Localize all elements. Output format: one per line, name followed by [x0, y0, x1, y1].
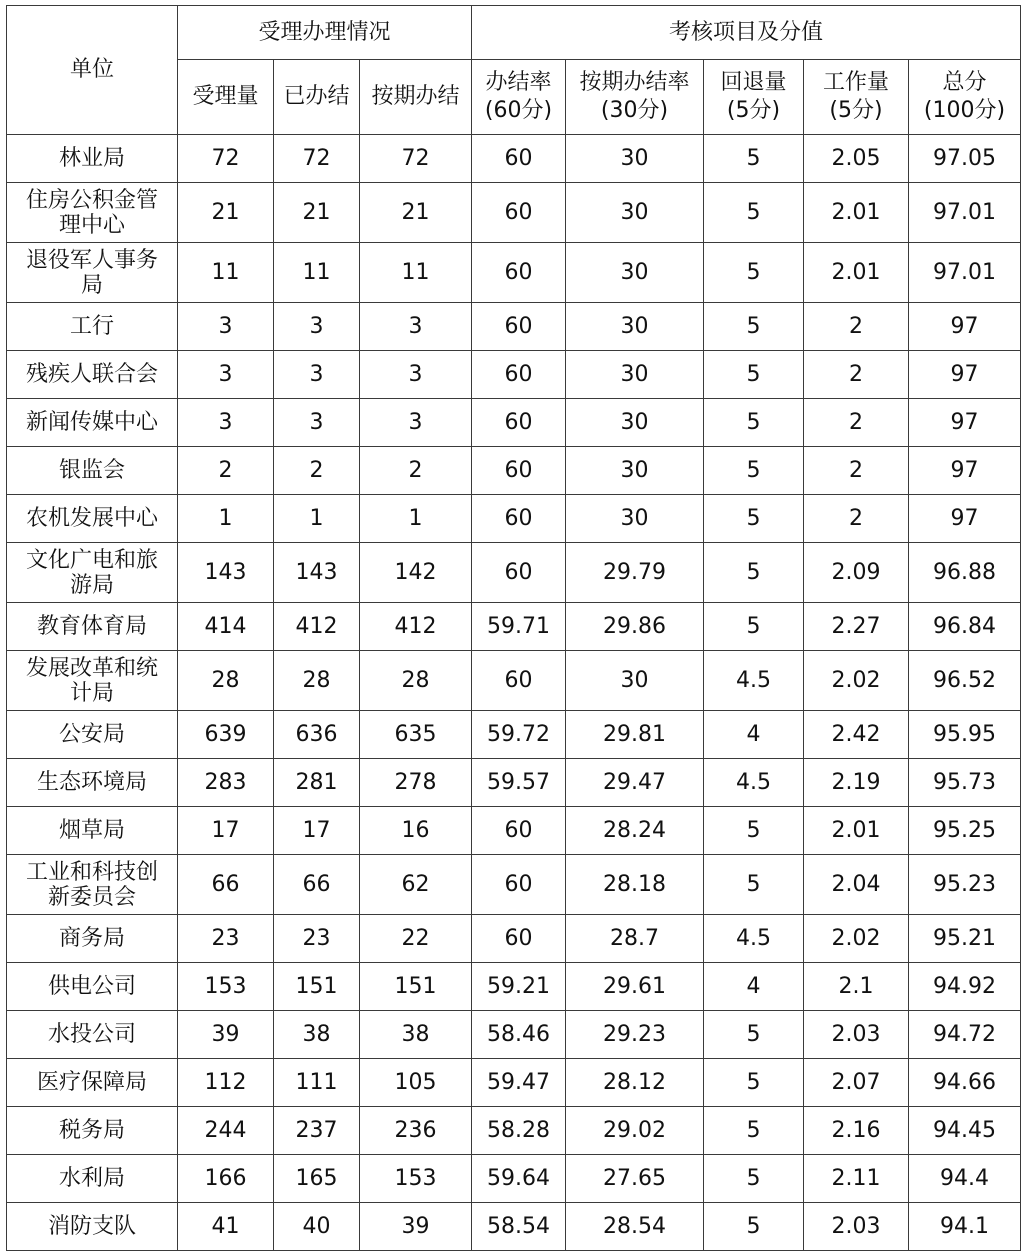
completion-rate-cell: 59.72	[472, 711, 566, 759]
table-row	[7, 1011, 1021, 1059]
table-row	[7, 135, 1021, 183]
workload-cell: 2.04	[804, 855, 909, 915]
table-row	[7, 1107, 1021, 1155]
accept-count-cell: 143	[178, 543, 274, 603]
table-row	[7, 759, 1021, 807]
completed-cell: 23	[274, 915, 360, 963]
return-count-cell: 4	[704, 963, 804, 1011]
return-count-cell: 5	[704, 1011, 804, 1059]
accept-count-cell: 21	[178, 183, 274, 243]
table-row	[7, 855, 1021, 915]
accept-count-cell: 23	[178, 915, 274, 963]
table-row	[7, 243, 1021, 303]
on-time-completed-cell: 236	[360, 1107, 472, 1155]
unit-name-line: 理中心	[58, 212, 125, 238]
on-time-completed-cell: 72	[360, 135, 472, 183]
workload-cell: 2.19	[804, 759, 909, 807]
total-score-cell: 94.72	[909, 1011, 1021, 1059]
completed-header-title: 已办结	[283, 84, 350, 109]
table-row	[7, 915, 1021, 963]
accept-group-header: 受理办理情况	[178, 6, 472, 60]
completed-cell: 1	[274, 495, 360, 543]
completed-cell: 72	[274, 135, 360, 183]
total-score-cell: 97	[909, 447, 1021, 495]
unit-name	[7, 1011, 178, 1059]
accept-count-cell: 66	[178, 855, 274, 915]
workload-cell: 2.01	[804, 807, 909, 855]
on-time-completed-cell: 21	[360, 183, 472, 243]
unit-name-line: 新委员会	[47, 884, 136, 910]
completion-rate-cell: 59.64	[472, 1155, 566, 1203]
unit-name	[7, 1059, 178, 1107]
table-row	[7, 711, 1021, 759]
completion-rate-header	[472, 60, 566, 135]
on-time-rate-cell: 29.86	[566, 603, 704, 651]
header-row-1	[7, 6, 1021, 60]
accept-count-cell: 41	[178, 1203, 274, 1251]
unit-name	[7, 855, 178, 915]
return-count-cell: 5	[704, 603, 804, 651]
return-count-cell: 4.5	[704, 915, 804, 963]
return-count-cell: 5	[704, 243, 804, 303]
completion-rate-cell: 58.28	[472, 1107, 566, 1155]
on-time-rate-cell: 30	[566, 303, 704, 351]
workload-cell: 2	[804, 495, 909, 543]
workload-cell: 2	[804, 447, 909, 495]
on-time-rate-header-points: (30分)	[600, 98, 669, 123]
unit-name	[7, 183, 178, 243]
table-row	[7, 963, 1021, 1011]
completion-rate-cell: 60	[472, 399, 566, 447]
accept-count-cell: 39	[178, 1011, 274, 1059]
total-score-cell: 96.84	[909, 603, 1021, 651]
unit-name	[7, 1155, 178, 1203]
on-time-rate-cell: 30	[566, 651, 704, 711]
table-row	[7, 351, 1021, 399]
accept-count-cell: 3	[178, 351, 274, 399]
on-time-completed-cell: 16	[360, 807, 472, 855]
on-time-rate-cell: 28.7	[566, 915, 704, 963]
unit-name-line: 烟草局	[58, 818, 125, 843]
total-score-cell: 95.73	[909, 759, 1021, 807]
accept-count-cell: 283	[178, 759, 274, 807]
unit-name-line: 游局	[69, 572, 114, 598]
completed-cell: 165	[274, 1155, 360, 1203]
workload-cell: 2.05	[804, 135, 909, 183]
unit-name	[7, 243, 178, 303]
return-count-header-points: (5分)	[726, 98, 781, 123]
table-row	[7, 447, 1021, 495]
return-count-cell: 5	[704, 495, 804, 543]
return-count-cell: 5	[704, 1059, 804, 1107]
unit-header: 单位	[7, 6, 178, 135]
completion-rate-cell: 60	[472, 915, 566, 963]
workload-cell: 2.02	[804, 915, 909, 963]
on-time-rate-cell: 30	[566, 351, 704, 399]
accept-count-cell: 153	[178, 963, 274, 1011]
accept-count-cell: 17	[178, 807, 274, 855]
unit-name	[7, 915, 178, 963]
table-row	[7, 651, 1021, 711]
unit-name	[7, 1107, 178, 1155]
on-time-completed-cell: 11	[360, 243, 472, 303]
table-row	[7, 1203, 1021, 1251]
completion-rate-cell: 60	[472, 183, 566, 243]
accept-count-cell: 11	[178, 243, 274, 303]
unit-name	[7, 759, 178, 807]
completion-rate-cell: 59.71	[472, 603, 566, 651]
on-time-rate-cell: 29.61	[566, 963, 704, 1011]
total-score-cell: 94.4	[909, 1155, 1021, 1203]
unit-name-line: 农机发展中心	[25, 506, 158, 531]
return-count-cell: 4.5	[704, 759, 804, 807]
unit-name-line: 局	[80, 272, 103, 298]
total-score-cell: 95.95	[909, 711, 1021, 759]
unit-name-line: 住房公积金管	[25, 187, 158, 213]
completed-cell: 3	[274, 351, 360, 399]
completed-cell: 28	[274, 651, 360, 711]
completion-rate-header-points: (60分)	[484, 98, 553, 123]
unit-name-line: 文化广电和旅	[25, 547, 158, 573]
on-time-rate-cell: 30	[566, 183, 704, 243]
accept-count-header-title: 受理量	[192, 84, 259, 109]
total-score-cell: 97	[909, 303, 1021, 351]
table-row	[7, 183, 1021, 243]
completion-rate-cell: 60	[472, 447, 566, 495]
total-score-cell: 97	[909, 351, 1021, 399]
unit-name-line: 供电公司	[47, 974, 136, 999]
on-time-completed-cell: 39	[360, 1203, 472, 1251]
unit-name-line: 公安局	[58, 722, 125, 747]
completion-rate-cell: 58.54	[472, 1203, 566, 1251]
on-time-rate-cell: 29.79	[566, 543, 704, 603]
workload-cell: 2.11	[804, 1155, 909, 1203]
completion-rate-cell: 60	[472, 495, 566, 543]
return-count-header-title: 回退量	[720, 70, 787, 95]
unit-name	[7, 303, 178, 351]
workload-cell: 2.01	[804, 183, 909, 243]
on-time-completed-cell: 3	[360, 303, 472, 351]
completion-rate-cell: 60	[472, 807, 566, 855]
accept-count-cell: 2	[178, 447, 274, 495]
unit-name-line: 退役军人事务	[25, 247, 158, 273]
on-time-completed-cell: 22	[360, 915, 472, 963]
accept-count-header	[178, 60, 274, 135]
return-count-cell: 4	[704, 711, 804, 759]
unit-name	[7, 963, 178, 1011]
total-score-cell: 96.52	[909, 651, 1021, 711]
total-score-cell: 97.05	[909, 135, 1021, 183]
on-time-rate-cell: 29.02	[566, 1107, 704, 1155]
on-time-rate-header-title: 按期办结率	[579, 70, 690, 95]
unit-name-line: 水投公司	[47, 1022, 136, 1047]
return-count-cell: 5	[704, 447, 804, 495]
completion-rate-cell: 59.21	[472, 963, 566, 1011]
table-row	[7, 543, 1021, 603]
on-time-rate-cell: 29.81	[566, 711, 704, 759]
unit-name	[7, 135, 178, 183]
unit-name-line: 计局	[69, 680, 114, 706]
on-time-completed-cell: 153	[360, 1155, 472, 1203]
workload-cell: 2.16	[804, 1107, 909, 1155]
accept-count-cell: 166	[178, 1155, 274, 1203]
completed-cell: 17	[274, 807, 360, 855]
on-time-rate-cell: 28.18	[566, 855, 704, 915]
return-count-cell: 5	[704, 543, 804, 603]
unit-name-line: 银监会	[58, 458, 125, 483]
completion-rate-cell: 60	[472, 135, 566, 183]
completed-cell: 111	[274, 1059, 360, 1107]
workload-cell: 2.03	[804, 1011, 909, 1059]
workload-header	[804, 60, 909, 135]
on-time-rate-cell: 27.65	[566, 1155, 704, 1203]
table-row	[7, 399, 1021, 447]
unit-name-line: 林业局	[58, 146, 125, 171]
return-count-cell: 5	[704, 351, 804, 399]
on-time-rate-cell: 28.12	[566, 1059, 704, 1107]
on-time-completed-cell: 3	[360, 351, 472, 399]
completed-cell: 3	[274, 303, 360, 351]
completion-rate-cell: 60	[472, 543, 566, 603]
accept-count-cell: 112	[178, 1059, 274, 1107]
table-body	[7, 135, 1021, 1251]
return-count-cell: 5	[704, 303, 804, 351]
table-row	[7, 1155, 1021, 1203]
table-row	[7, 495, 1021, 543]
on-time-completed-header-title: 按期办结	[371, 84, 460, 109]
on-time-rate-cell: 30	[566, 447, 704, 495]
completed-cell: 11	[274, 243, 360, 303]
total-score-cell: 94.45	[909, 1107, 1021, 1155]
unit-name-line: 教育体育局	[36, 614, 147, 639]
completion-rate-cell: 60	[472, 651, 566, 711]
workload-cell: 2.02	[804, 651, 909, 711]
accept-count-cell: 72	[178, 135, 274, 183]
total-score-cell: 97.01	[909, 183, 1021, 243]
completed-cell: 66	[274, 855, 360, 915]
workload-cell: 2.07	[804, 1059, 909, 1107]
completed-cell: 636	[274, 711, 360, 759]
on-time-rate-cell: 28.24	[566, 807, 704, 855]
completed-cell: 151	[274, 963, 360, 1011]
workload-cell: 2.09	[804, 543, 909, 603]
workload-cell: 2	[804, 351, 909, 399]
completed-cell: 237	[274, 1107, 360, 1155]
unit-name	[7, 543, 178, 603]
workload-header-points: (5分)	[829, 98, 883, 123]
workload-cell: 2.01	[804, 243, 909, 303]
completed-cell: 2	[274, 447, 360, 495]
completed-cell: 143	[274, 543, 360, 603]
total-score-header	[909, 60, 1021, 135]
on-time-rate-cell: 30	[566, 399, 704, 447]
completed-cell: 281	[274, 759, 360, 807]
on-time-completed-cell: 28	[360, 651, 472, 711]
total-score-cell: 95.21	[909, 915, 1021, 963]
unit-name	[7, 603, 178, 651]
score-table	[6, 5, 1021, 1251]
unit-name-line: 发展改革和统	[25, 655, 158, 681]
completed-cell: 40	[274, 1203, 360, 1251]
accept-count-cell: 3	[178, 303, 274, 351]
completion-rate-cell: 60	[472, 303, 566, 351]
on-time-rate-header	[566, 60, 704, 135]
total-score-cell: 97.01	[909, 243, 1021, 303]
workload-header-title: 工作量	[822, 70, 889, 95]
accept-count-cell: 244	[178, 1107, 274, 1155]
unit-name-line: 新闻传媒中心	[25, 410, 158, 435]
workload-cell: 2.1	[804, 963, 909, 1011]
on-time-completed-cell: 142	[360, 543, 472, 603]
completion-rate-cell: 59.47	[472, 1059, 566, 1107]
table-row	[7, 807, 1021, 855]
unit-name	[7, 1203, 178, 1251]
on-time-completed-cell: 278	[360, 759, 472, 807]
unit-name	[7, 651, 178, 711]
return-count-cell: 5	[704, 1107, 804, 1155]
completion-rate-cell: 60	[472, 855, 566, 915]
on-time-rate-cell: 29.47	[566, 759, 704, 807]
return-count-cell: 5	[704, 135, 804, 183]
unit-name	[7, 351, 178, 399]
return-count-cell: 5	[704, 1155, 804, 1203]
on-time-completed-cell: 2	[360, 447, 472, 495]
table-row	[7, 1059, 1021, 1107]
total-score-cell: 96.88	[909, 543, 1021, 603]
accept-count-cell: 639	[178, 711, 274, 759]
unit-name	[7, 495, 178, 543]
total-score-header-title: 总分	[942, 70, 987, 95]
workload-cell: 2	[804, 303, 909, 351]
on-time-completed-cell: 105	[360, 1059, 472, 1107]
unit-name-line: 工业和科技创	[25, 859, 158, 885]
return-count-cell: 5	[704, 807, 804, 855]
unit-name-line: 水利局	[58, 1166, 125, 1191]
accept-count-cell: 3	[178, 399, 274, 447]
on-time-completed-cell: 412	[360, 603, 472, 651]
total-score-header-points: (100分)	[923, 98, 1006, 123]
table-row	[7, 603, 1021, 651]
completed-cell: 412	[274, 603, 360, 651]
unit-name	[7, 447, 178, 495]
total-score-cell: 94.92	[909, 963, 1021, 1011]
on-time-completed-cell: 1	[360, 495, 472, 543]
on-time-completed-cell: 151	[360, 963, 472, 1011]
completion-rate-cell: 60	[472, 243, 566, 303]
unit-name	[7, 807, 178, 855]
unit-name-line: 工行	[69, 314, 114, 339]
completion-rate-cell: 60	[472, 351, 566, 399]
completed-cell: 3	[274, 399, 360, 447]
workload-cell: 2.03	[804, 1203, 909, 1251]
return-count-cell: 5	[704, 399, 804, 447]
accept-count-cell: 28	[178, 651, 274, 711]
workload-cell: 2.27	[804, 603, 909, 651]
accept-count-cell: 414	[178, 603, 274, 651]
total-score-cell: 94.1	[909, 1203, 1021, 1251]
workload-cell: 2.42	[804, 711, 909, 759]
on-time-rate-cell: 28.54	[566, 1203, 704, 1251]
on-time-rate-cell: 30	[566, 243, 704, 303]
unit-name-line: 医疗保障局	[36, 1070, 147, 1095]
return-count-cell: 5	[704, 855, 804, 915]
unit-name-line: 税务局	[58, 1118, 125, 1143]
table-row	[7, 303, 1021, 351]
total-score-cell: 95.25	[909, 807, 1021, 855]
completed-cell: 38	[274, 1011, 360, 1059]
total-score-cell: 94.66	[909, 1059, 1021, 1107]
on-time-completed-cell: 635	[360, 711, 472, 759]
on-time-rate-cell: 30	[566, 495, 704, 543]
on-time-completed-header	[360, 60, 472, 135]
on-time-rate-cell: 30	[566, 135, 704, 183]
total-score-cell: 97	[909, 399, 1021, 447]
total-score-cell: 97	[909, 495, 1021, 543]
unit-name-line: 消防支队	[47, 1214, 136, 1239]
completed-cell: 21	[274, 183, 360, 243]
unit-name-line: 残疾人联合会	[25, 362, 158, 387]
on-time-completed-cell: 38	[360, 1011, 472, 1059]
unit-name	[7, 399, 178, 447]
return-count-cell: 4.5	[704, 651, 804, 711]
completion-rate-cell: 59.57	[472, 759, 566, 807]
completion-rate-cell: 58.46	[472, 1011, 566, 1059]
completed-header	[274, 60, 360, 135]
return-count-cell: 5	[704, 1203, 804, 1251]
unit-name-line: 商务局	[58, 926, 125, 951]
total-score-cell: 95.23	[909, 855, 1021, 915]
unit-name	[7, 711, 178, 759]
return-count-cell: 5	[704, 183, 804, 243]
accept-count-cell: 1	[178, 495, 274, 543]
completion-rate-header-title: 办结率	[485, 70, 552, 95]
on-time-completed-cell: 3	[360, 399, 472, 447]
on-time-completed-cell: 62	[360, 855, 472, 915]
assess-group-header: 考核项目及分值	[472, 6, 1021, 60]
return-count-header	[704, 60, 804, 135]
on-time-rate-cell: 29.23	[566, 1011, 704, 1059]
workload-cell: 2	[804, 399, 909, 447]
unit-name-line: 生态环境局	[36, 770, 147, 795]
